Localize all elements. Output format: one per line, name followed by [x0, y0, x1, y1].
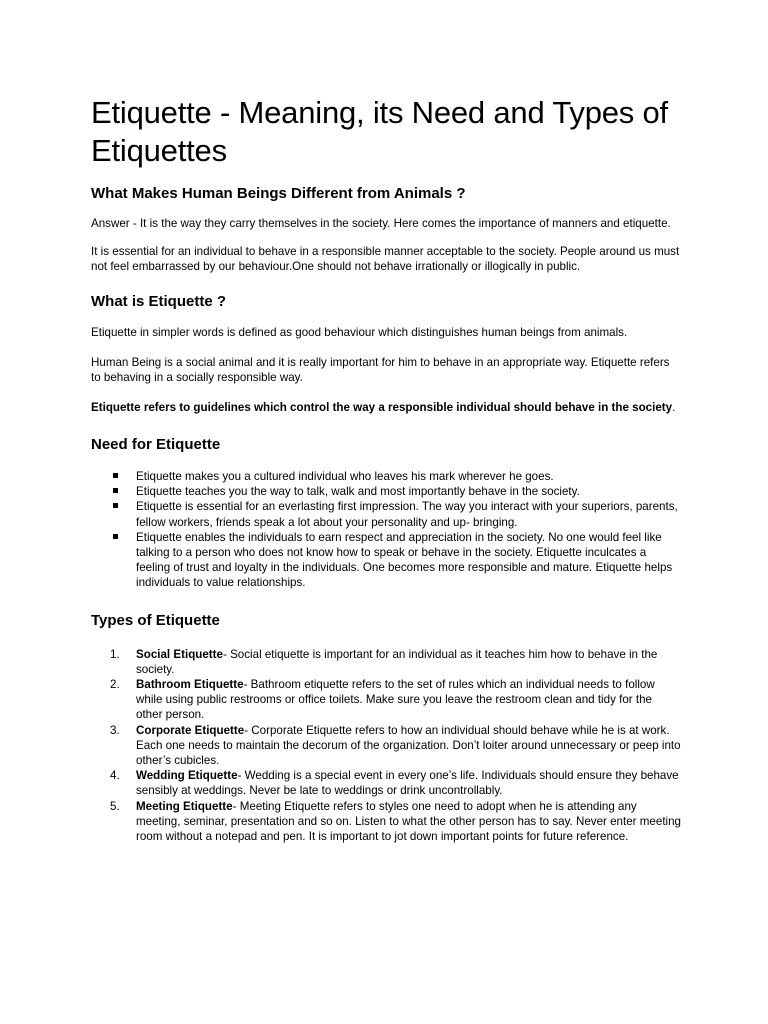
- list-item: [91, 647, 681, 677]
- list-number: 3.: [110, 723, 120, 737]
- heading-what-is-etiquette: What is Etiquette ?: [91, 293, 226, 310]
- list-item: [91, 723, 681, 769]
- document-page: [91, 94, 681, 844]
- type-description: - Meeting Etiquette refers to styles one need to adopt when he is attending any meeting, seminar, presentation and so on. Listen to what the other person has to say. Never enter meeting room without a notepad and pen. It is important to jot down important points for future reference.: [136, 799, 682, 844]
- list-item: Etiquette is essential for an everlasting first impression. The way you interact with your superiors, parents, fellow workers, friends speak a lot about your personality and up- bringing.: [91, 499, 681, 529]
- paragraph-responsible: It is essential for an individual to behave in a responsible manner acceptable to the society. People around us must not feel embarrassed by our behaviour.One should not behave irrationally or illogically in public.: [91, 245, 680, 273]
- type-term: Bathroom Etiquette: [136, 678, 244, 692]
- paragraph-guidelines: [91, 400, 681, 415]
- list-item: Etiquette teaches you the way to talk, walk and most importantly behave in the society.: [91, 484, 681, 499]
- square-bullet-icon: [113, 488, 118, 493]
- paragraph-answer: Answer - It is the way they carry themselves in the society. Here comes the importance of manners and etiquette.: [91, 217, 671, 230]
- type-term: Social Etiquette: [136, 647, 223, 661]
- need-list: [91, 469, 681, 591]
- square-bullet-icon: [113, 534, 118, 539]
- type-description: - Bathroom etiquette refers to the set of rules which an individual needs to follow while using public restrooms or office toilets. Make sure you leave the restroom clean and tidy for the other person.: [136, 678, 655, 722]
- type-description: - Social etiquette is important for an individual as it teaches him how to behave in the society.: [136, 647, 658, 676]
- type-description: - Corporate Etiquette refers to how an individual should behave while he is at work. Each one needs to maintain the decorum of the organization. Don’t loiter around unnecessary or peep into other’s cubicles.: [136, 723, 681, 768]
- heading-differences: What Makes Human Beings Different from Animals ?: [91, 185, 466, 202]
- type-term: Wedding Etiquette: [136, 769, 238, 783]
- paragraph-social-animal: Human Being is a social animal and it is really important for him to behave in an appropriate way. Etiquette refers to behaving in a socially responsible way.: [91, 356, 670, 384]
- list-number: 1.: [110, 647, 120, 661]
- list-item: Etiquette enables the individuals to earn respect and appreciation in the society. No one would feel like talking to a person who does not know how to speak or behave in the society. Etiquette inculcates a feeling of trust and loyalty in the individuals. One becomes more responsible and mature. Etiquette helps individuals to value relationships.: [91, 530, 681, 591]
- type-term: Meeting Etiquette: [136, 799, 233, 813]
- paragraph-definition: Etiquette in simpler words is defined as good behaviour which distinguishes human beings from animals.: [91, 326, 628, 339]
- list-item: [91, 768, 681, 798]
- square-bullet-icon: [113, 473, 118, 478]
- heading-need-for-etiquette: Need for Etiquette: [91, 436, 221, 453]
- square-bullet-icon: [113, 503, 118, 508]
- type-description: - Wedding is a special event in every one’s life. Individuals should ensure they behave sensibly at weddings. Never be late to weddings or drink uncontrollably.: [136, 769, 679, 798]
- list-number: 4.: [110, 769, 120, 783]
- list-item: Etiquette makes you a cultured individual who leaves his mark wherever he goes.: [91, 469, 681, 484]
- list-number: 2.: [110, 678, 120, 692]
- list-item: [91, 677, 681, 723]
- types-list: [91, 647, 681, 845]
- guidelines-tail: .: [672, 401, 676, 414]
- list-item: [91, 799, 681, 845]
- document-title: Etiquette - Meaning, its Need and Types of Etiquettes: [91, 95, 668, 168]
- guidelines-bold-text: Etiquette refers to guidelines which control the way a responsible individual should behave in the society: [91, 401, 673, 414]
- list-number: 5.: [110, 799, 120, 813]
- heading-types-of-etiquette: Types of Etiquette: [91, 611, 220, 629]
- type-term: Corporate Etiquette: [136, 723, 245, 737]
